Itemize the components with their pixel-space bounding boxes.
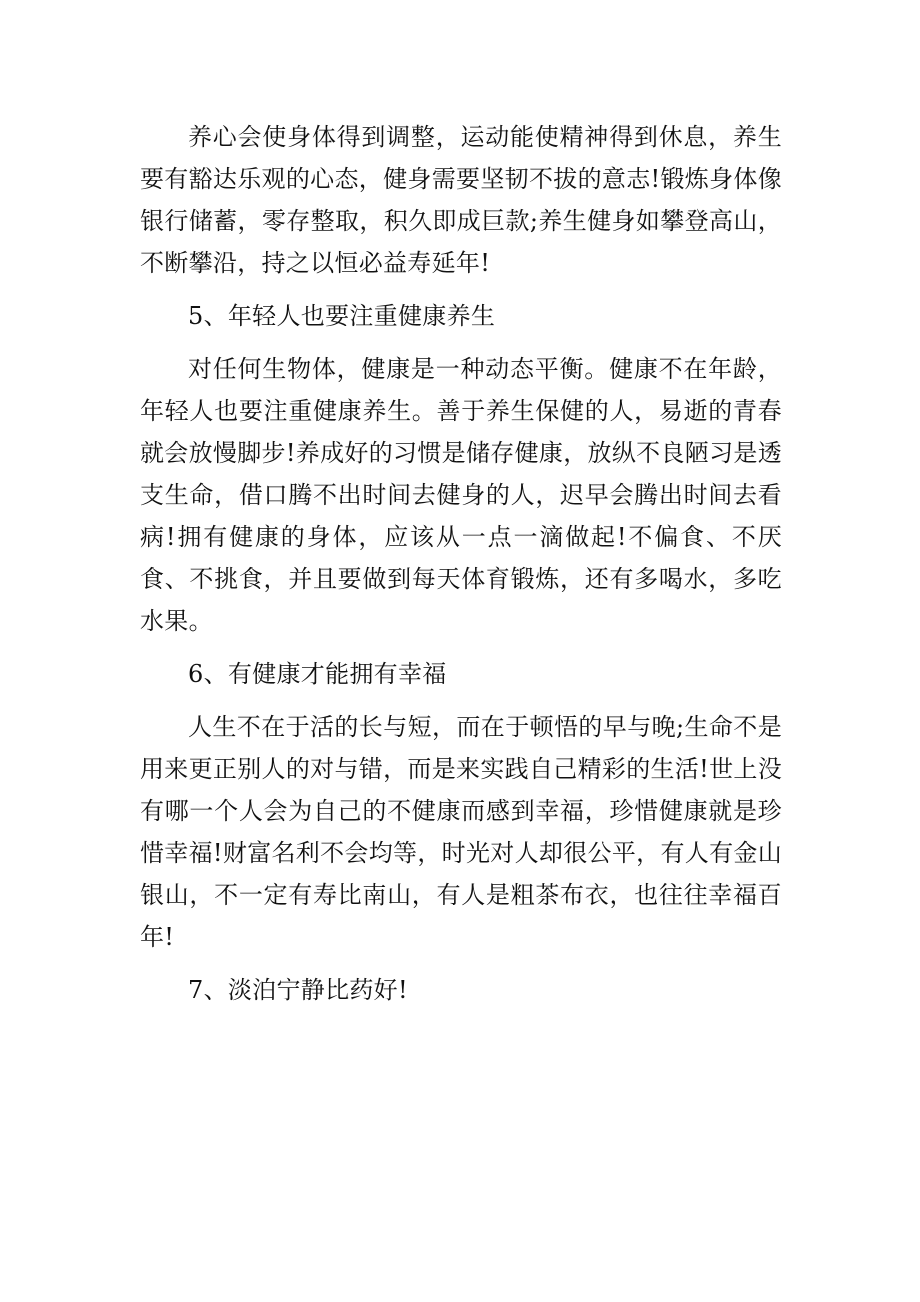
- section-heading-5: 5、年轻人也要注重健康养生: [188, 302, 496, 330]
- document-content: [140, 116, 782, 1022]
- section-heading-6: 6、有健康才能拥有幸福: [188, 660, 447, 688]
- paragraph-body-2: 对任何生物体，健康是一种动态平衡。健康不在年龄，年轻人也要注重健康养生。善于养生保健的人，易逝的青春就会放慢脚步!养成好的习惯是储存健康，放纵不良陋习是透支生命，借口腾不出时间去健身的人，迟早会腾出时间去看病!拥有健康的身体，应该从一点一滴做起!不偏食、不厌食、不挑食，并且要做到每天体育锻炼，还有多喝水，多吃水果。: [140, 355, 782, 635]
- paragraph-body-3: 人生不在于活的长与短，而在于顿悟的早与晚;生命不是用来更正别人的对与错，而是来实践自己精彩的生活!世上没有哪一个人会为自己的不健康而感到幸福，珍惜健康就是珍惜幸福!财富名利不会均等，时光对人却很公平，有人有金山银山，不一定有寿比南山，有人是粗茶布衣，也往往幸福百年!: [140, 713, 782, 951]
- paragraph-body-1: 养心会使身体得到调整，运动能使精神得到休息，养生要有豁达乐观的心态，健身需要坚韧不拔的意志!锻炼身体像银行储蓄，零存整取，积久即成巨款;养生健身如攀登高山，不断攀沿，持之以恒必益寿延年!: [140, 123, 782, 277]
- section-heading-7: 7、淡泊宁静比药好!: [188, 976, 408, 1004]
